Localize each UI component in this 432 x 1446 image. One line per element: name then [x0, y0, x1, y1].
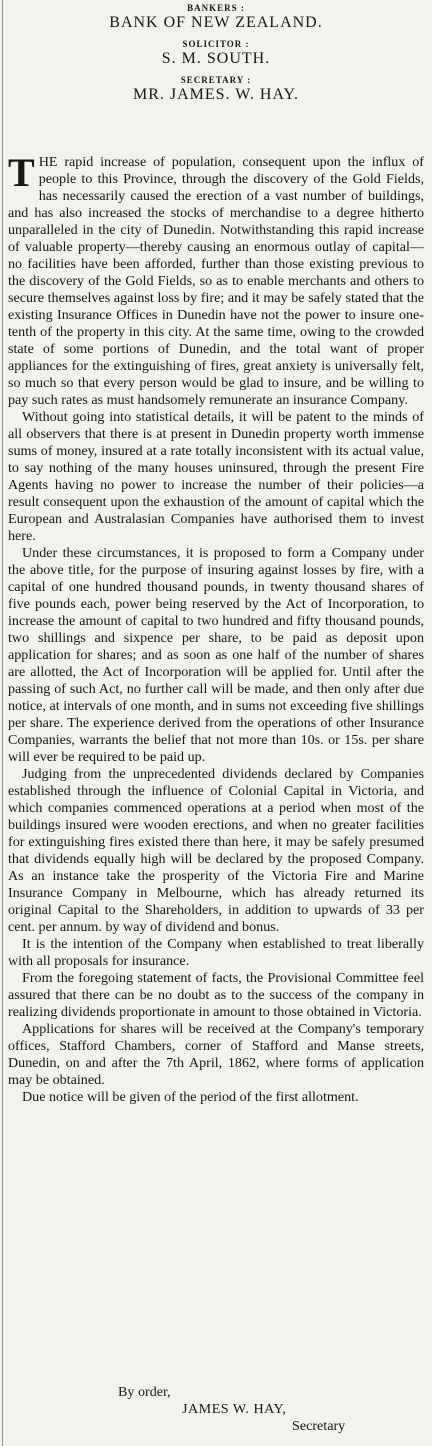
bankers-name: BANK OF NEW ZEALAND. — [109, 14, 323, 31]
signature-title: Secretary — [292, 1418, 346, 1434]
paragraph-1 — [8, 150, 424, 409]
signature-name: JAMES W. HAY, — [182, 1401, 287, 1417]
paragraph-1-text: HE rapid increase of population, consequent upon the influx of people to this Province, through the discovery of the Gold Fields, has necessarily caused the erection of a vast number of buildings, and has also increased the stocks of merchandise to a degree hitherto unparalleled in the city of Dunedin. Notwithstanding this rapid increase of valuable property—thereby causing an enormous outlay of capital—no facilities have been afforded, further than those existing previous to the discovery of the Gold Fields, so as to enable merchants and others to secure themselves against loss by fire; and it may be safely stated that the existing Insurance Offices in Dunedin have not the power to insure one-tenth of the property in this city. At the same time, owing to the crowded state of some portions of Dunedin, and the total want of proper appliances for the extinguishing of fires, great anxiety is universally felt, so much so that every person would be glad to insure, and be willing to pay such rates as must handsomely remunerate an insurance Company. — [8, 154, 424, 408]
solicitor-block — [8, 38, 424, 68]
solicitor-name: S. M. SOUTH. — [161, 50, 271, 67]
solicitor-label: SOLICITOR : — [182, 39, 250, 49]
signature-by-order: By order, — [118, 1384, 171, 1400]
paragraph-2: Without going into statistical details, it will be patent to the minds of all observers that there is at present in Dunedin property worth immense sums of money, insured at a rate totally inconsistent with its actual value, to say nothing of the many houses uninsured, through the present Fire Agents having no power to increase the number of their policies—a result consequent upon the exhaustion of the amount of capital which the European and Australasian Companies have authorised them to invest here. — [8, 409, 424, 544]
article-body — [8, 150, 424, 1106]
paragraph-4: Judging from the unprecedented dividends declared by Companies established through the influence of Colonial Capital in Victoria, and which companies commenced operations at a period when most of the buildings insured were wooden erections, and when no greater facilities for extinguishing fires existed there than here, it may be safely presumed that dividends equally high will be declared by the proposed Company. As an instance take the prosperity of the Victoria Fire and Marine Insurance Company in Melbourne, which has already returned its original Capital to the Shareholders, in addition to upwards of 33 per cent. per annum. by way of dividend and bonus. — [8, 766, 424, 935]
paragraph-8: Due notice will be given of the period of the first allotment. — [22, 1089, 359, 1105]
secretary-name: MR. JAMES. W. HAY. — [132, 86, 300, 103]
paragraph-5: It is the intention of the Company when established to treat liberally with all proposals for insurance. — [8, 936, 424, 969]
secretary-block — [8, 74, 424, 104]
secretary-label: SECRETARY : — [180, 75, 252, 85]
paragraph-7: Applications for shares will be received at the Company's temporary offices, Stafford Chambers, corner of Stafford and Manse streets, Dunedin, on and after the 7th April, 1862, where forms of application may be obtained. — [8, 1021, 424, 1088]
bankers-label: BANKERS : — [187, 3, 245, 13]
drop-cap: T — [8, 150, 35, 195]
paragraph-3: Under these circumstances, it is proposed to form a Company under the above title, for the purpose of insuring against losses by fire, with a capital of one hundred thousand pounds, in twenty thousand shares of five pounds each, power being reserved by the Act of Incorporation, to increase the amount of capital to two hundred and fifty thousand pounds, two shillings and sixpence per share, to be paid as deposit upon application for shares; and as soon as one half of the number of shares are allotted, the Act of Incorporation will be applied for. Until after the passing of such Act, no further call will be made, and then only after due notice, at intervals of one month, and in sums not exceeding five shillings per share. The experience derived from the operations of other Insurance Companies, warrants the belief that not more than 10s. or 15s. per share will ever be required to be paid up. — [8, 545, 424, 765]
paragraph-6: From the foregoing statement of facts, the Provisional Committee feel assured that there can be no doubt as to the success of the company in realizing dividends proportionate in amount to those obtained in Victoria. — [8, 970, 424, 1020]
bankers-block — [8, 2, 424, 32]
signature-block — [8, 1384, 424, 1435]
